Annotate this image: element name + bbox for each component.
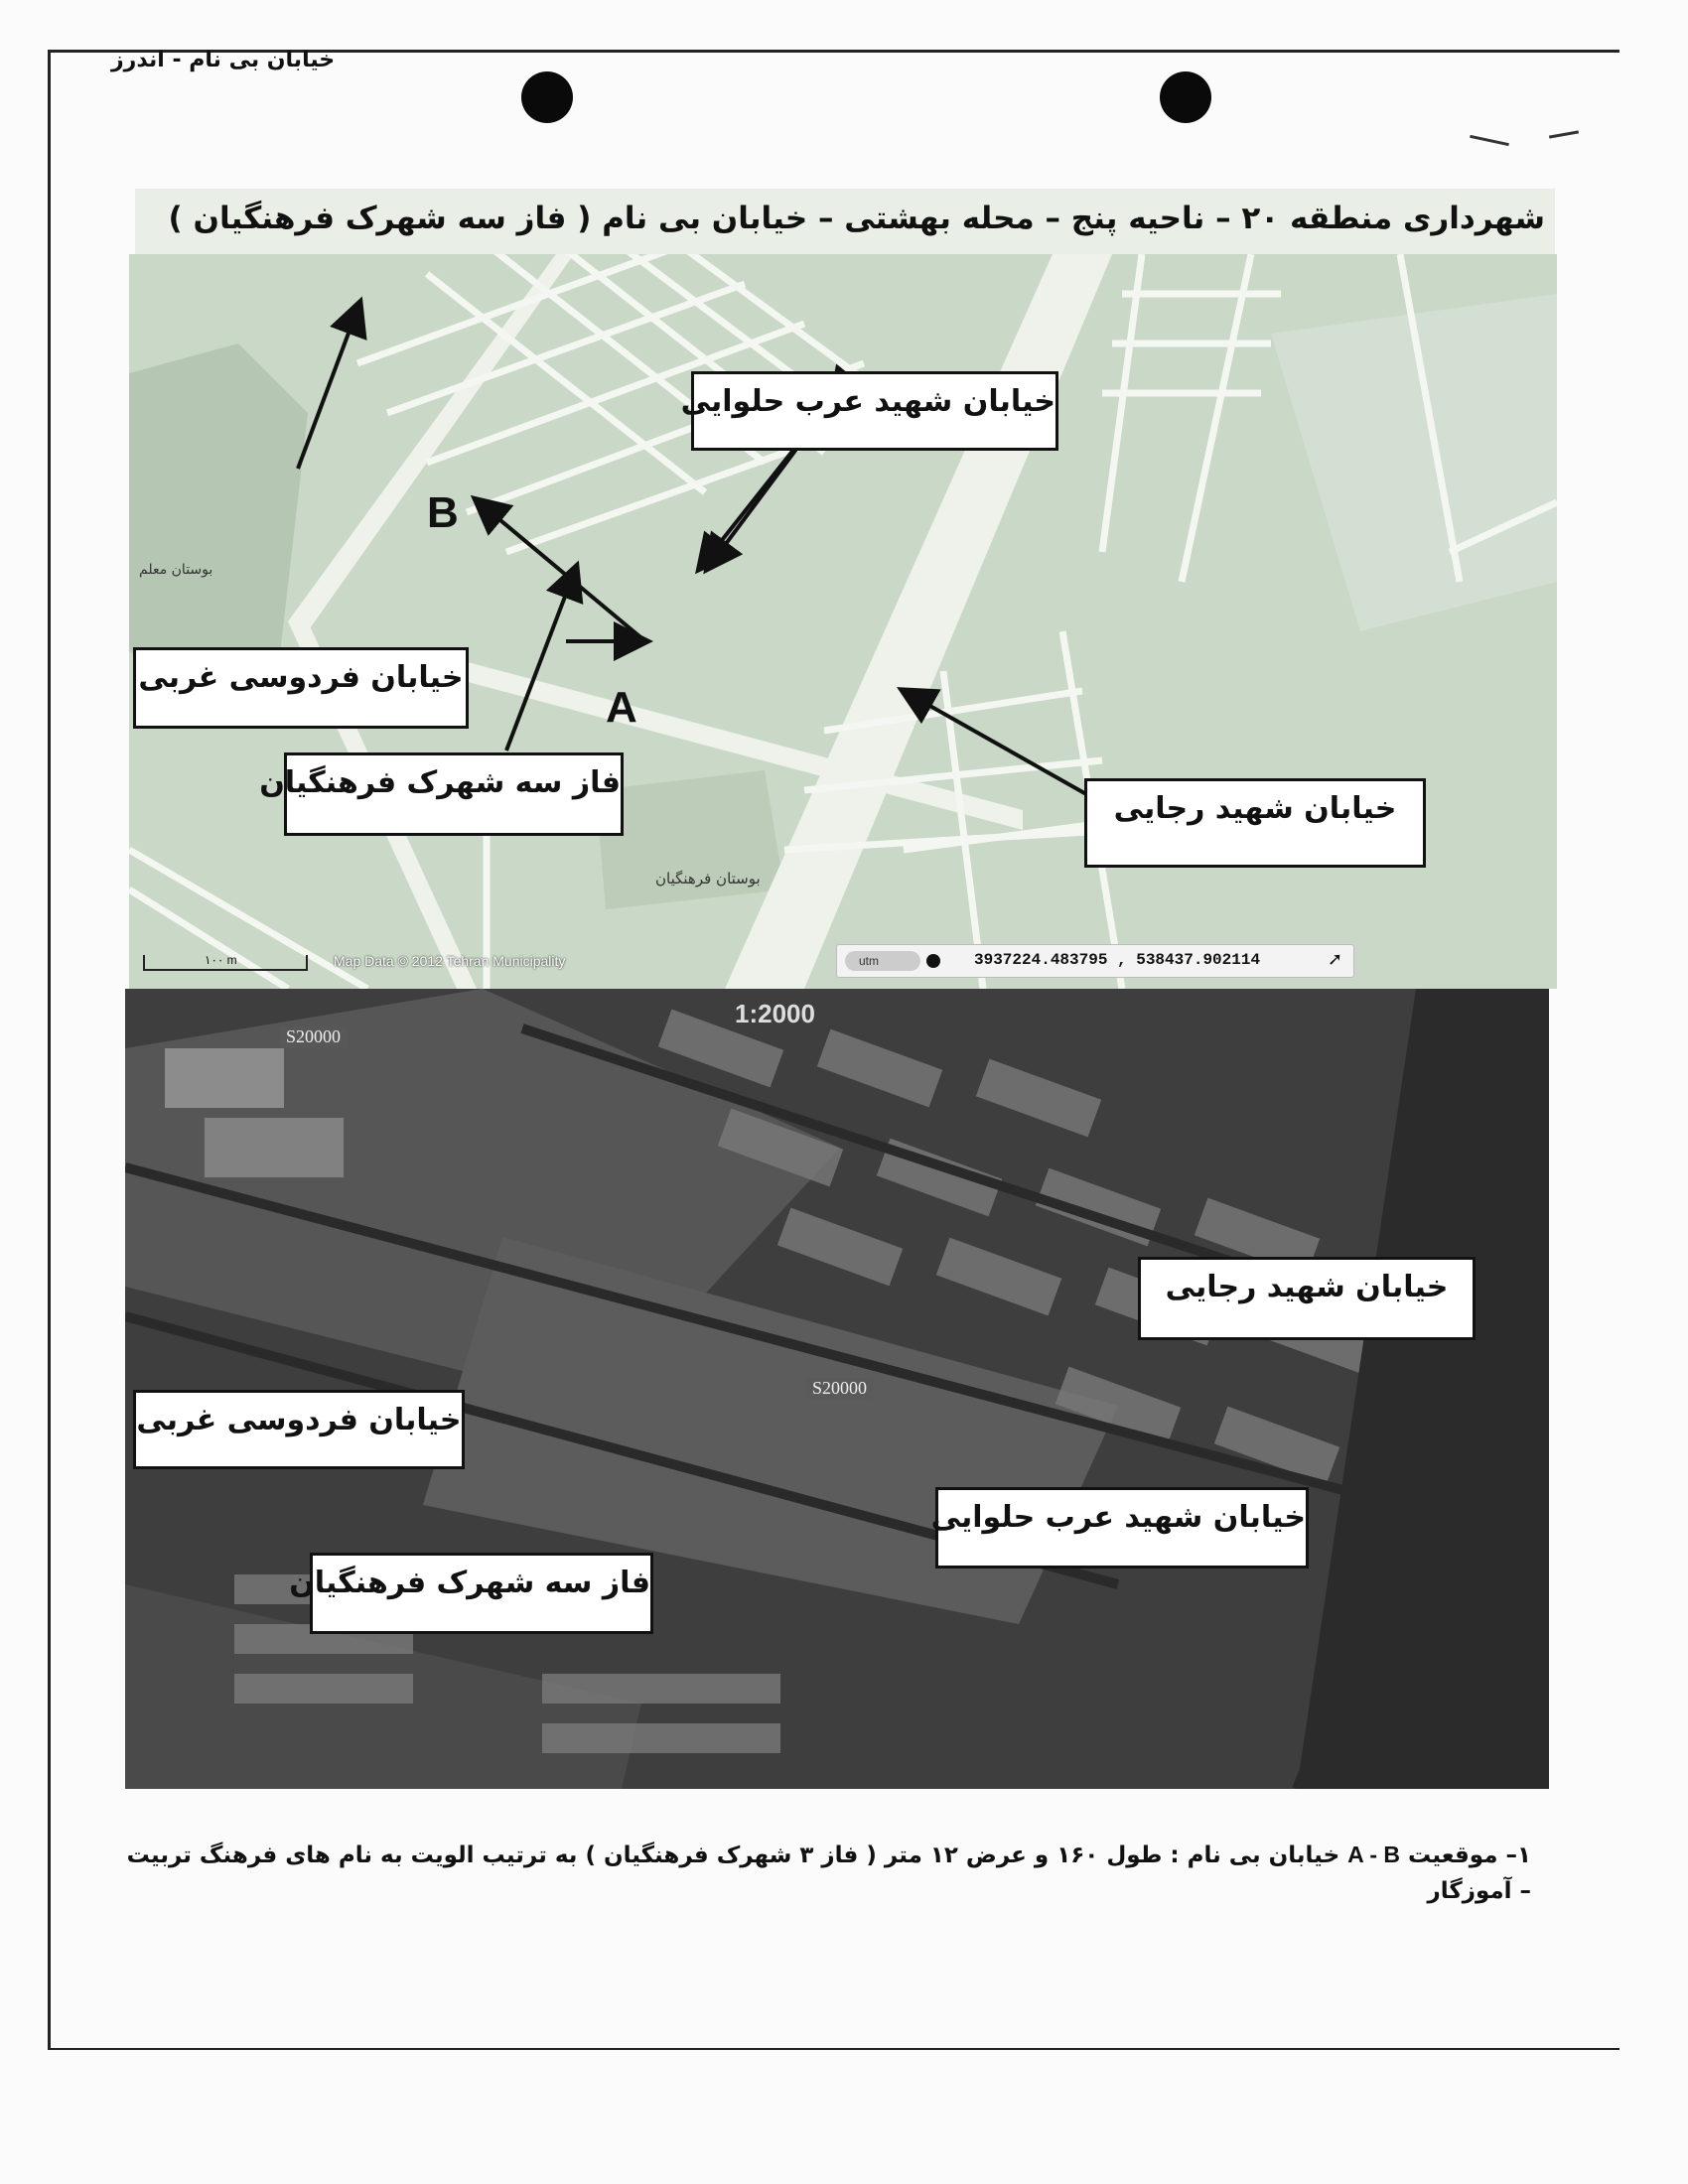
place-label-bustan-farhangian: بوستان فرهنگیان	[655, 870, 761, 887]
satellite-callout-rajaei: خیابان شهید رجایی	[1138, 1257, 1476, 1340]
caption	[121, 1837, 1531, 1909]
coordinate-text: 3937224.483795 , 538437.902114	[974, 951, 1261, 969]
road-code-label: S20000	[806, 1378, 873, 1399]
utm-toggle-knob[interactable]	[926, 954, 940, 968]
caption-prefix: ۱– موقعیت	[1408, 1843, 1531, 1868]
map-title-bar	[135, 189, 1555, 256]
utm-toggle[interactable]: utm	[845, 951, 920, 971]
punch-hole-left	[521, 71, 573, 123]
scale-ratio: 1:2000	[735, 999, 815, 1028]
callout-rajaei: خیابان شهید رجایی	[1084, 778, 1426, 868]
satellite-callout-faz-se: فاز سه شهرک فرهنگیان	[310, 1553, 653, 1634]
callout-ferdowsi-gharbi: خیابان فردوسی غربی	[133, 647, 469, 729]
map-title: شهرداری منطقه ۲۰ – ناحیه پنج – محله بهشتی – خیابان بی نام ( فاز سه شهرک فرهنگیان )	[168, 201, 1545, 236]
point-a-label: A	[606, 683, 637, 732]
point-b-label: B	[427, 488, 459, 537]
satellite-callout-arab-halvai: خیابان شهید عرب حلوایی	[935, 1487, 1309, 1569]
callout-arab-halvai: خیابان شهید عرب حلوایی	[691, 371, 1058, 451]
satellite-callout-ferdowsi-gharbi: خیابان فردوسی غربی	[133, 1390, 465, 1469]
callout-arrows	[129, 254, 1557, 989]
callout-faz-se: فاز سه شهرک فرهنگیان	[284, 752, 624, 836]
place-label-bustan-moalem: بوستان معلم	[139, 562, 213, 578]
corner-note: خیابان بی نام - اندرز	[111, 48, 336, 72]
road-code-label: S20000	[280, 1026, 347, 1047]
caption-text: خیابان بی نام : طول ۱۶۰ و عرض ۱۲ متر ( فاز ۳ شهرک فرهنگیان ) به ترتیب الویت به نام های فرهنگ تربیت – آموزگار	[126, 1843, 1531, 1904]
scale-label: ۱۰۰ m	[205, 953, 237, 967]
map-credit: Map Data © 2012 Tehran Municipality	[334, 953, 566, 969]
punch-hole-right	[1160, 71, 1211, 123]
street-map[interactable]	[129, 254, 1557, 989]
caption-ab: A - B	[1347, 1842, 1400, 1867]
coordinate-readout[interactable]	[836, 944, 1354, 978]
cursor-arrow-icon: ➚	[1328, 949, 1343, 970]
